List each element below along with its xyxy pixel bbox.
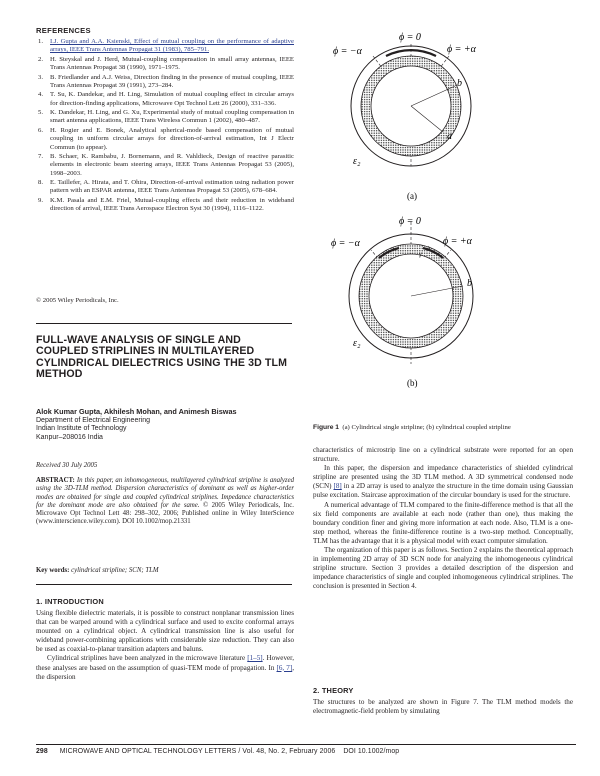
label-phi-plus: ϕ = +α: [447, 44, 476, 55]
affiliation-line: Department of Electrical Engineering: [36, 417, 151, 424]
journal-info: MICROWAVE AND OPTICAL TECHNOLOGY LETTERS / Vol. 48, No. 2, February 2006: [59, 748, 336, 755]
intro-heading: 1. INTRODUCTION: [36, 597, 104, 606]
label-eps2: ε₂: [353, 156, 361, 167]
intro-paragraph: Using flexible dielectric materials, it is possible to construct nonplanar transmission lines that can be warped around with a cylindrical surface and used to excite conformal arrays mounted on a cylindrical object. A cylindrical transmission line is also useful for wideband power-combining applications with considerable size reduction. They can also be used as coaxial-to-planar transition adapters and baluns.: [36, 609, 294, 654]
reference-number: 8.: [38, 179, 44, 187]
body-paragraph: [313, 464, 573, 500]
abstract: [36, 477, 294, 527]
label-phi-minus: ϕ = −α: [331, 238, 360, 249]
body-text: in a 2D array is used to analyze the structure in the time domain using Gaussian pulse excitation. Staircase approximation of the circular boundary is used for the structure.: [313, 482, 573, 500]
label-eps2: ε₂: [353, 338, 361, 349]
reference-number: 5.: [38, 109, 44, 117]
affiliation-line: Indian Institute of Technology: [36, 425, 127, 433]
doi: DOI 10.1002/mop: [343, 748, 400, 755]
references-list: [36, 38, 294, 215]
reference-number: 4.: [38, 91, 44, 99]
reference-text: T. Su, K. Dandekar, and H. Ling, Simulation of mutual coupling effect in circular arrays for direction-finding applications, Microwave Opt Technol Lett 26 (2000), 331–336.: [50, 91, 294, 107]
reference-text[interactable]: I.J. Gupta and A.A. Ksienski, Effect of mutual coupling on the performance of adaptive arrays, IEEE Trans Antennas Propagat 31 (1983), 785–791.: [50, 38, 294, 54]
reference-number: 2.: [38, 55, 44, 63]
label-phi-plus: ϕ = +α: [443, 236, 472, 247]
label-phi-minus: ϕ = −α: [333, 46, 362, 57]
reference-text: H. Rogier and E. Bonek, Analytical spherical-mode based compensation of mutual coupling in uniform circular arrays for direction-of-arrival estimation, Int J Electr Commun (to appear).: [50, 126, 294, 151]
reference-text: B. Schaer, K. Rambabu, J. Bornemann, and R. Vahldieck, Design of reactive parasitic elements in electronic beam steering arrays, IEEE Trans Antennas Propagat 53 (2005), 1998–2003.: [50, 152, 294, 177]
abstract-text: In this paper, an inhomogeneous, multilayered cylindrical stripline is analyzed using the 3D-TLM method. Dispersion characteristics of dominant as well as higher-order modes are obtained for single and coupled cylindrical striplines. Impedance characteristics for the dominant mode are also obtained for the same.: [36, 477, 294, 509]
references-copyright: © 2005 Wiley Periodicals, Inc.: [36, 297, 119, 304]
figure-a: [333, 32, 477, 201]
body-paragraph: characteristics of microstrip line on a cylindrical substrate were reported for an open structure.: [313, 446, 573, 464]
label-b: b: [467, 278, 472, 289]
label-a: a: [447, 131, 452, 142]
citation-link[interactable]: [8]: [333, 482, 342, 491]
label-b: b: [457, 78, 462, 89]
reference-text: B. Friedlander and A.J. Weiss, Direction finding in the presence of mutual coupling, IEEE Trans Antennas Propagat 39 (1991), 273–284.: [50, 73, 294, 89]
reference-text: H. Steyskal and J. Herd, Mutual-coupling compensation in small array antennas, IEEE Trans Antennas Propagat 38 (1990), 1971–1975.: [50, 55, 294, 72]
label-phi-zero: ϕ = 0: [399, 32, 421, 43]
reference-item: [36, 74, 294, 91]
reference-item: [36, 153, 294, 178]
label-gamma: γ: [419, 250, 422, 258]
label-phi-zero: ϕ = 0: [399, 216, 421, 227]
section-divider: [36, 323, 292, 324]
theory-body: The structures to be analyzed are shown in Figure 7. The TLM method models the electromagnetic-field problem by simulating: [313, 698, 573, 716]
reference-number: 3.: [38, 73, 44, 81]
intro-body: [36, 609, 294, 682]
reference-item: [36, 127, 294, 152]
keywords-text: cylindrical stripline; SCN; TLM: [71, 567, 159, 574]
figure-1-diagram: [313, 24, 573, 426]
reference-item: [36, 197, 294, 214]
article-authors: Alok Kumar Gupta, Akhilesh Mohan, and Animesh Biswas: [36, 407, 237, 416]
reference-item: [36, 179, 294, 196]
reference-item: [36, 38, 294, 55]
label-fig-a: (a): [407, 191, 417, 201]
figure-caption-text: (a) Cylindrical single stripline; (b) cylindrical coupled stripline: [342, 424, 511, 431]
page-number: 298: [36, 748, 48, 755]
article-title: FULL-WAVE ANALYSIS OF SINGLE AND COUPLED STRIPLINES IN MULTILAYERED CYLINDRICAL DIELECTRICS USING THE 3D TLM METHOD: [36, 334, 287, 381]
reference-text: E. Taillefer, A. Hirata, and T. Ohira, Direction-of-arrival estimation using radiation power pattern with an ESPAR antenna, IEEE Trans Antennas Propagat 53 (2005), 678–684.: [50, 179, 294, 195]
abstract-label: ABSTRACT:: [36, 477, 75, 484]
body-text: In this paper, the dispersion and impedance characteristics of shielded cylindrical stripline are presented using the 3D TLM method. A 3D symmetrical condensed node (SCN): [313, 464, 573, 491]
body-paragraph: The organization of this paper is as follows. Section 2 explains the theoretical approach in implementing 2D array of 3D SCN node for analyzing the inhomogeneous cylindrical stripline structure. Section 3 provides a detailed description of the dispersion and impedance characteristics of single and coupled inhomogeneous cylindrical striplines. The conclusion is presented in Section 4.: [313, 546, 573, 591]
page-footer: [36, 748, 399, 755]
author-affiliation: [36, 417, 286, 442]
figure-caption: [313, 424, 583, 431]
reference-item: [36, 56, 294, 73]
intro-paragraph: [36, 654, 294, 681]
section-divider: [36, 584, 292, 585]
affiliation-line: Kanpur–208016 India: [36, 433, 103, 441]
citation-link[interactable]: [6, 7]: [276, 663, 293, 672]
keywords: [36, 567, 159, 574]
received-date: Received 30 July 2005: [36, 462, 98, 469]
intro-text: . However, these analyses are based on the assumption of quasi-TEM mode of propagation. In: [36, 654, 295, 672]
figure-b: [331, 216, 473, 388]
reference-number: 9.: [38, 196, 44, 204]
references-heading: REFERENCES: [36, 26, 91, 35]
reference-item: [36, 91, 294, 108]
reference-number: 6.: [38, 126, 44, 134]
reference-item: [36, 109, 294, 126]
citation-link[interactable]: [1–5]: [247, 654, 263, 663]
body-paragraph: A numerical advantage of TLM compared to the finite-difference method is that all the six field components are available at each node (rather than one), thus making the boundary condition finer and giving more information at each node. Also, TLM is a one-step method, whereas the finite-difference routine is a two-step method. Conceptually, TLM has the advantage that it is a physical model with exact computer simulation.: [313, 500, 573, 545]
intro-text: , the dispersion: [36, 663, 294, 681]
figure-label: Figure 1: [313, 424, 340, 431]
reference-text: K. Dandekar, H. Ling, and G. Xu, Experimental study of mutual coupling compensation in smart antenna applications, IEEE Trans Wireless Commun 1 (2002), 480–487.: [50, 109, 294, 125]
theory-heading: 2. THEORY: [313, 686, 354, 695]
abstract-publication-info: © 2005 Wiley Periodicals, Inc. Microwave Opt Technol Lett 48: 298–302, 2006; Published online in Wiley InterScience (www.interscience.wiley.com). DOI 10.1002/mop.21331: [36, 501, 294, 526]
intro-text: Cylindrical striplines have been analyzed in the microwave literature: [47, 654, 248, 663]
reference-text: K.M. Pasala and E.M. Friel, Mutual-coupling effects and their reduction in wideband direction of arrival, IEEE Trans Aerospace Electron Syst 30 (1994), 1116–1122.: [50, 196, 294, 213]
keywords-label: Key words:: [36, 567, 70, 574]
right-column-body: [313, 446, 573, 592]
reference-number: 7.: [38, 152, 44, 160]
reference-number: 1.: [38, 38, 44, 45]
footer-divider: [36, 744, 576, 745]
label-fig-b: (b): [407, 378, 418, 388]
